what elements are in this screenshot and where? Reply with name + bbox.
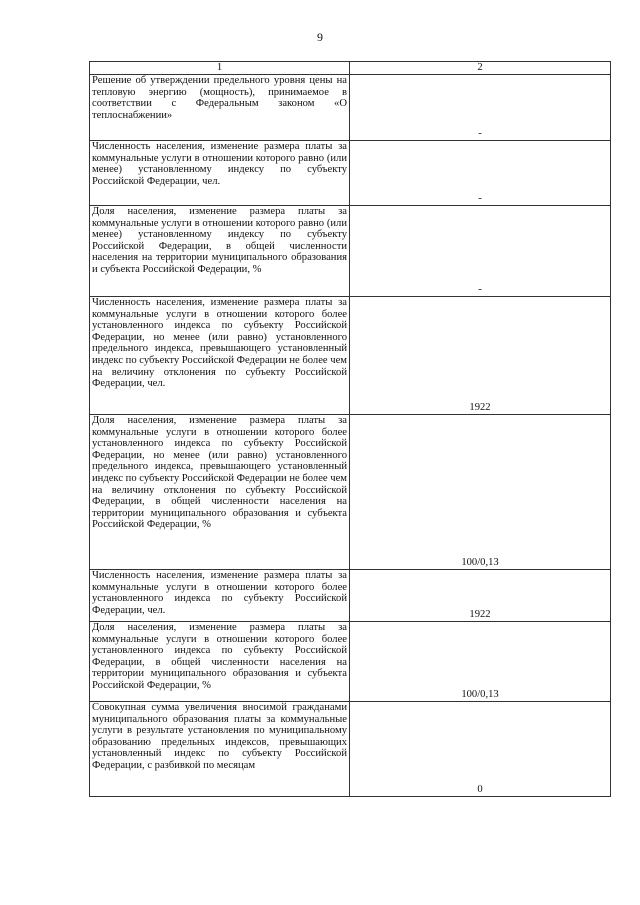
row-label: Численность населения, изменение размера платы за коммунальные услуги в отношении которого более установленного индекса по субъекту Российской Федерации, но менее (или равно) установленного предельного индекса, превышающего установленный индекс по субъекту Российской Федерации не более чем на величину отклонения по субъекту Российской Федерации, чел. bbox=[90, 297, 350, 415]
row-value: - bbox=[350, 206, 611, 297]
table-row bbox=[90, 141, 611, 206]
row-value: 0 bbox=[350, 702, 611, 797]
table-row bbox=[90, 570, 611, 622]
row-value: 1922 bbox=[350, 570, 611, 622]
table-row bbox=[90, 702, 611, 797]
row-label: Доля населения, изменение размера платы за коммунальные услуги в отношении которого более установленного индекса по субъекту Российской Федерации, но менее (или равно) установленного предельного индекса, превышающего установленный индекс по субъекту Российской Федерации не более чем на величину отклонения по субъекту Российской Федерации, в общей численности населения на территории муниципального образования и субъекта Российской Федерации, % bbox=[90, 415, 350, 570]
indicator-table bbox=[89, 61, 611, 797]
row-label: Доля населения, изменение размера платы за коммунальные услуги в отношении которого равно (или менее) установленному индексу по субъекту Российской Федерации, в общей численности населения на территории муниципального образования и субъекта Российской Федерации, % bbox=[90, 206, 350, 297]
row-value: 100/0,13 bbox=[350, 622, 611, 702]
table-row bbox=[90, 622, 611, 702]
table-row bbox=[90, 206, 611, 297]
row-label: Численность населения, изменение размера платы за коммунальные услуги в отношении которого равно (или менее) установленному индексу по субъекту Российской Федерации, чел. bbox=[90, 141, 350, 206]
row-value: - bbox=[350, 141, 611, 206]
table-header-row bbox=[90, 62, 611, 75]
column-header-2: 2 bbox=[350, 62, 611, 75]
page-number: 9 bbox=[317, 30, 323, 44]
table-row bbox=[90, 75, 611, 141]
table-row bbox=[90, 297, 611, 415]
row-label: Численность населения, изменение размера платы за коммунальные услуги в отношении которого более установленного индекса по субъекту Российской Федерации, чел. bbox=[90, 570, 350, 622]
row-label: Доля населения, изменение размера платы за коммунальные услуги в отношении которого более установленного индекса по субъекту Российской Федерации, в общей численности населения на территории муниципального образования и субъекта Российской Федерации, % bbox=[90, 622, 350, 702]
row-value: 100/0,13 bbox=[350, 415, 611, 570]
row-label: Совокупная сумма увеличения вносимой гражданами муниципального образования платы за коммунальные услуги в результате установления по муниципальному образованию предельных индексов, превышающих установленный индекс по субъекту Российской Федерации, с разбивкой по месяцам bbox=[90, 702, 350, 797]
row-value: 1922 bbox=[350, 297, 611, 415]
table-row bbox=[90, 415, 611, 570]
row-label: Решение об утверждении предельного уровня цены на тепловую энергию (мощность), принимаемое в соответствии с Федеральным законом «О теплоснабжении» bbox=[90, 75, 350, 141]
row-value: - bbox=[350, 75, 611, 141]
column-header-1: 1 bbox=[90, 62, 350, 75]
